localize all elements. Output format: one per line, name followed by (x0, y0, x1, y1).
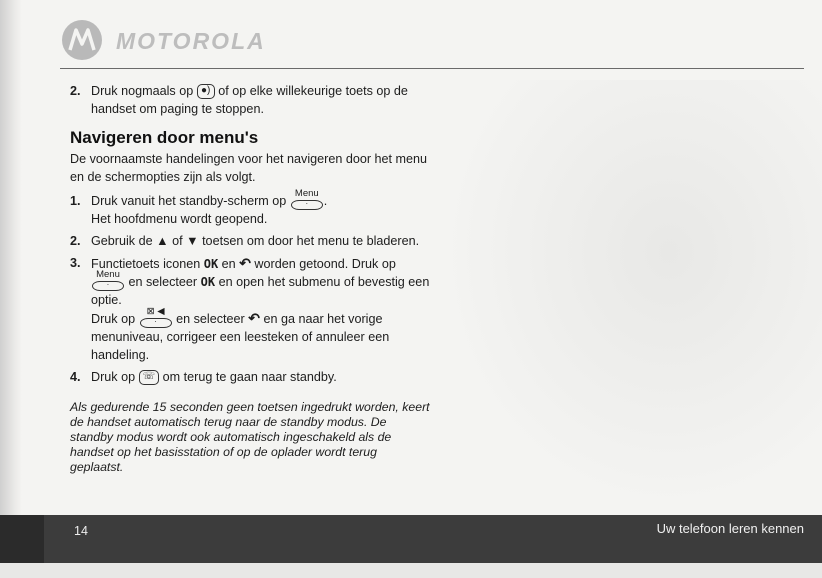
step-text: Druk vanuit het standby-scherm op (91, 194, 287, 208)
ok-softkey-label: OK (203, 257, 219, 271)
list-item: 3. Functietoets iconen OK en ↶ worden getoond. Druk op Menu · en selecteer OK en open het submenu of bevestig een optie. Druk op ⊠ ◀ · en selecteer ↶ en ga naar het vorige menuniveau, corrigeer een leesteken of annuleer een handeling. (70, 255, 430, 362)
note-paragraph: Als gedurende 15 seconden geen toetsen ingedrukt worden, keert de handset automatisch terug naar de standby modus. De standby modus wordt ook automatisch ingeschakeld als de handset op het basisstation of op de oplader wordt terug geplaatst. (70, 400, 430, 474)
footer-section-title: Uw telefoon leren kennen (656, 521, 804, 536)
step-text: Gebruik de (91, 234, 153, 248)
list-item: 4. Druk op ☏ om terug te gaan naar standby. (70, 370, 337, 384)
step-text: Het hoofdmenu wordt geopend. (91, 212, 268, 226)
section-intro: De voornaamste handelingen voor het navigeren door het menu en de schermopties zijn als volgt. (70, 152, 428, 184)
page-number: 14 (74, 524, 88, 538)
section-heading: Navigeren door menu's (70, 128, 259, 147)
main-content (70, 82, 430, 475)
menu-key-icon: Menu · (290, 192, 324, 210)
menu-key-label: Menu (294, 188, 319, 199)
step-number: 2. (70, 234, 81, 248)
back-arrow-icon: ↶ (239, 255, 251, 271)
list-item: 1. Druk vanuit het standby-scherm op Menu · . Het hoofdmenu wordt geopend. (70, 188, 328, 226)
brand-wordmark: MOTOROLA (116, 28, 266, 54)
down-triangle-icon: ▼ (186, 234, 199, 248)
page-binding-edge (0, 0, 22, 578)
back-key-icon: ⊠ ◀ · (139, 310, 173, 328)
header-rule (60, 68, 804, 69)
back-arrow-icon: ↶ (248, 310, 260, 326)
step-text: toetsen om door het menu te bladeren. (202, 234, 420, 248)
show-through-area (440, 80, 822, 510)
step-text: Druk nogmaals op (91, 84, 194, 98)
page-key-icon: ●) (197, 84, 215, 99)
end-call-key-icon: ☏ (139, 370, 160, 385)
step-number: 1. (70, 194, 81, 208)
scan-bottom-edge (0, 563, 822, 578)
list-item: 2. Gebruik de ▲ of ▼ toetsen om door het menu te bladeren. (70, 234, 420, 248)
step-number: 4. (70, 370, 81, 384)
menu-key-icon: Menu · (91, 273, 125, 291)
step-number: 3. (70, 256, 81, 270)
step-text: of op elke willekeurige toets op de handset om paging te stoppen. (91, 84, 408, 116)
step-number: 2. (70, 84, 81, 98)
motorola-logo-icon (62, 20, 102, 60)
ok-softkey-label: OK (200, 275, 216, 289)
up-triangle-icon: ▲ (156, 234, 169, 248)
list-item (70, 82, 430, 118)
menu-key-label: Menu (96, 269, 120, 280)
